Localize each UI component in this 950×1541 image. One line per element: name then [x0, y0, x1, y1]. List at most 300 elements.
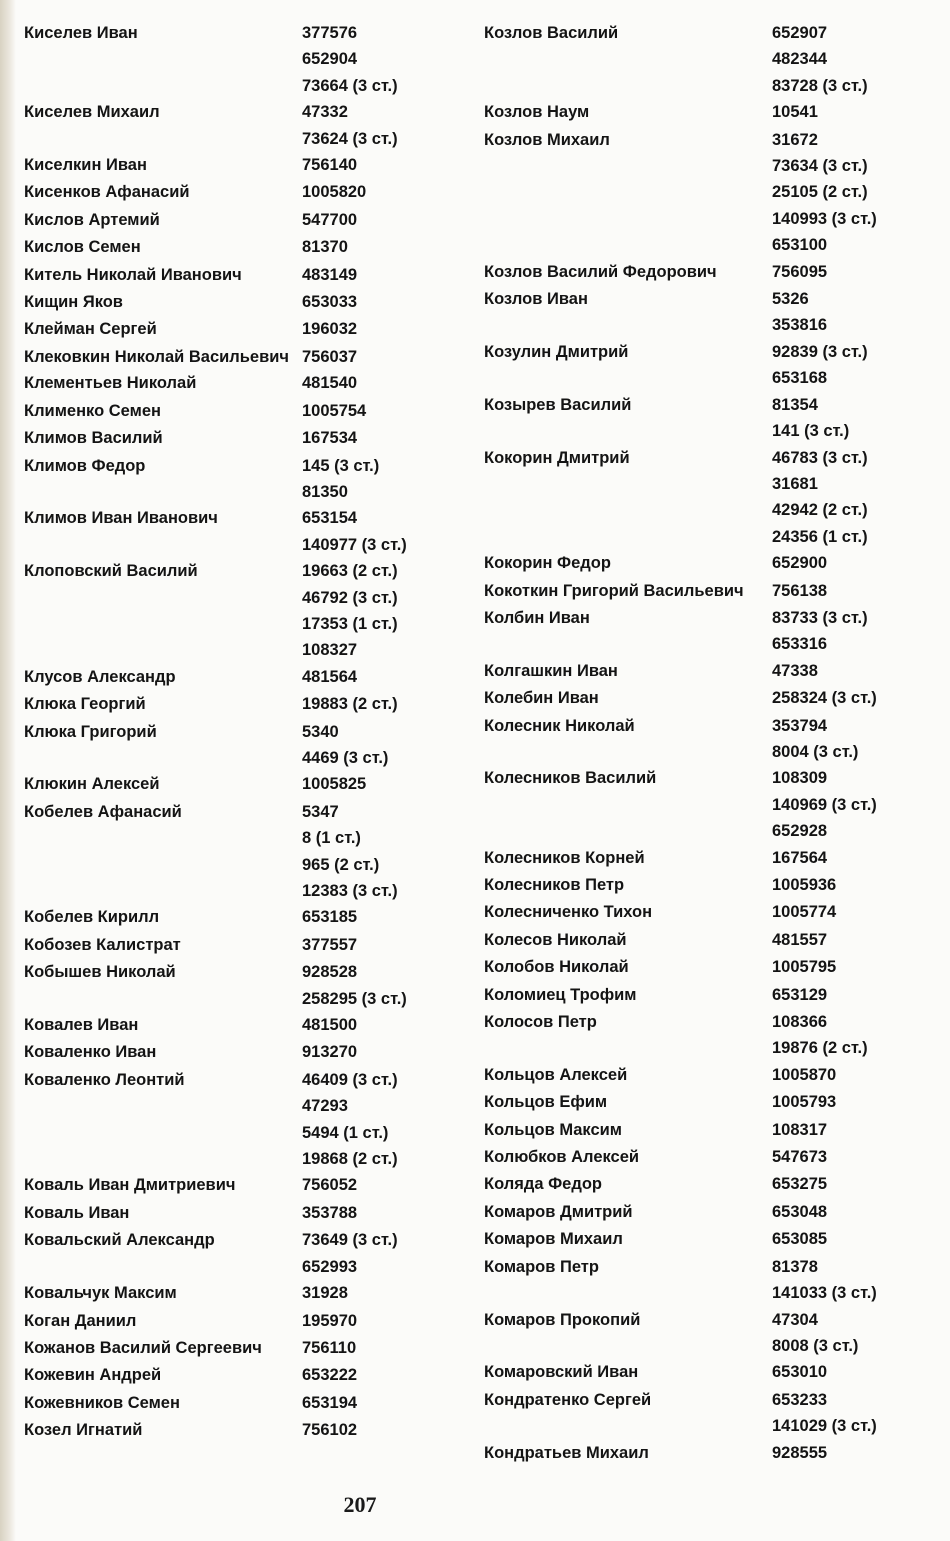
- entry-number: 653085: [772, 1230, 828, 1249]
- entry-numbers: [772, 1226, 827, 1252]
- list-item: [24, 959, 454, 1012]
- entry-numbers: [772, 1387, 877, 1440]
- entry-number: 73664 (3 ст.): [302, 76, 398, 95]
- list-item: [24, 932, 454, 959]
- page-number: 207: [343, 1492, 377, 1517]
- list-item: [484, 1387, 924, 1440]
- entry-name: Клюкин Алексей: [24, 775, 160, 794]
- entry-number: 17353 (1 ст.): [302, 614, 398, 633]
- entry-name: Кокорин Федор: [484, 554, 611, 573]
- entry-name: Кондратенко Сергей: [484, 1390, 652, 1409]
- list-item: [24, 558, 454, 664]
- entry-numbers: [302, 932, 357, 958]
- entry-numbers: [302, 959, 407, 1012]
- entry-name: Клементьев Николай: [24, 374, 197, 393]
- list-item: [484, 286, 924, 339]
- entry-number: 481564: [302, 667, 358, 686]
- list-item: [484, 927, 924, 954]
- list-item: [484, 1117, 924, 1144]
- entry-numbers: [772, 982, 827, 1008]
- entry-numbers: [772, 259, 827, 285]
- entry-name: Клюка Георгий: [24, 695, 146, 714]
- list-item: [484, 765, 924, 844]
- entry-number: 653100: [772, 236, 828, 255]
- entry-numbers: [302, 207, 357, 233]
- list-item: [484, 259, 924, 286]
- list-item: [24, 1362, 454, 1389]
- entry-name: Кольцов Ефим: [484, 1093, 608, 1112]
- entry-name: Кольцов Максим: [484, 1120, 623, 1139]
- list-item: [24, 1308, 454, 1335]
- entry-number: 653048: [772, 1202, 828, 1221]
- entry-name: Комаров Петр: [484, 1257, 599, 1276]
- entry-numbers: [772, 1117, 827, 1143]
- list-item: [24, 316, 454, 343]
- entry-numbers: [772, 685, 877, 711]
- entry-number: 141 (3 ст.): [772, 422, 850, 441]
- entry-number: 756138: [772, 581, 828, 600]
- entry-numbers: [302, 1417, 357, 1443]
- entry-numbers: [302, 1390, 357, 1416]
- list-item: [484, 1307, 924, 1360]
- entry-name: Ковалев Иван: [24, 1016, 139, 1035]
- list-item: [24, 1417, 454, 1444]
- entry-name: Клусов Александр: [24, 667, 176, 686]
- entry-number: 1005793: [772, 1093, 837, 1112]
- entry-number: 12383 (3 ст.): [302, 882, 398, 900]
- entry-numbers: [772, 927, 827, 953]
- entry-number: 652907: [772, 24, 828, 42]
- entry-number: 140993 (3 ст.): [772, 209, 877, 228]
- entry-numbers: [302, 99, 398, 152]
- entry-number: 965 (2 ст.): [302, 855, 380, 874]
- list-item: [484, 658, 924, 685]
- entry-number: 31672: [772, 130, 818, 149]
- entry-numbers: [302, 1200, 357, 1226]
- entry-numbers: [302, 1039, 357, 1065]
- entry-number: 756140: [302, 156, 358, 175]
- entry-name: Кобелев Афанасий: [24, 802, 182, 821]
- list-item: [24, 1172, 454, 1199]
- entry-numbers: [302, 505, 407, 558]
- entry-numbers: [772, 339, 868, 392]
- entry-numbers: [302, 1012, 357, 1038]
- entry-numbers: [302, 20, 398, 99]
- entry-numbers: [772, 1359, 827, 1385]
- entry-name: Козлов Василий: [484, 24, 619, 42]
- entry-number: 92839 (3 ст.): [772, 342, 868, 361]
- entry-name: Колобов Николай: [484, 958, 629, 977]
- entry-name: Комаров Михаил: [484, 1230, 623, 1249]
- entry-name: Колосов Петр: [484, 1013, 597, 1032]
- entry-number: 913270: [302, 1043, 358, 1062]
- entry-number: 653316: [772, 635, 828, 654]
- list-item: [484, 99, 924, 126]
- entry-numbers: [772, 1089, 836, 1115]
- list-item: [484, 872, 924, 899]
- entry-numbers: [772, 578, 827, 604]
- list-item: [24, 799, 454, 905]
- entry-number: 195970: [302, 1311, 358, 1330]
- entry-number: 652904: [302, 50, 358, 69]
- list-item: [484, 1089, 924, 1116]
- entry-number: 653033: [302, 293, 358, 312]
- list-item: [24, 505, 454, 558]
- entry-name: Коваленко Леонтий: [24, 1070, 185, 1089]
- entry-number: 653154: [302, 509, 358, 528]
- entry-name: Комаровский Иван: [484, 1363, 639, 1382]
- entry-number: 8 (1 ст.): [302, 829, 361, 848]
- entry-name: Кислов Артемий: [24, 210, 160, 229]
- entry-name: Кожевин Андрей: [24, 1366, 162, 1385]
- entry-name: Колесниченко Тихон: [484, 903, 653, 922]
- entry-number: 31928: [302, 1284, 348, 1303]
- entry-number: 653010: [772, 1363, 828, 1382]
- entry-name: Кобозев Калистрат: [24, 935, 181, 954]
- entry-name: Клейман Сергей: [24, 320, 157, 339]
- list-item: [24, 771, 454, 798]
- entry-numbers: [302, 262, 357, 288]
- entry-numbers: [302, 316, 357, 342]
- entry-number: 483149: [302, 265, 358, 284]
- entry-name: Комаров Прокопий: [484, 1310, 641, 1329]
- entry-numbers: [772, 954, 836, 980]
- entry-number: 5347: [302, 802, 339, 821]
- entry-name: Коган Даниил: [24, 1311, 137, 1330]
- entry-number: 47304: [772, 1310, 818, 1329]
- entry-numbers: [772, 1199, 827, 1225]
- list-item: [24, 207, 454, 234]
- entry-name: Кокорин Дмитрий: [484, 448, 630, 467]
- entry-name: Кислов Семен: [24, 238, 141, 257]
- entry-numbers: [772, 872, 836, 898]
- entry-number: 652900: [772, 554, 828, 573]
- entry-numbers: [302, 1362, 357, 1388]
- entry-number: 4469 (3 ст.): [302, 748, 389, 767]
- list-item: [24, 179, 454, 206]
- entry-name: Колесов Николай: [484, 930, 627, 949]
- entry-name: Колесник Николай: [484, 716, 635, 735]
- entry-number: 108366: [772, 1013, 828, 1032]
- entry-number: 81370: [302, 238, 348, 257]
- entry-number: 653129: [772, 985, 828, 1004]
- entry-numbers: [772, 1062, 836, 1088]
- entry-number: 653185: [302, 908, 358, 927]
- entry-name: Клюка Григорий: [24, 722, 157, 741]
- list-item: [24, 1390, 454, 1417]
- entry-number: 47338: [772, 661, 818, 680]
- list-item: [24, 234, 454, 261]
- entry-number: 1005820: [302, 183, 367, 202]
- entry-numbers: [302, 425, 357, 451]
- entry-number: 756110: [302, 1338, 357, 1357]
- entry-number: 83728 (3 ст.): [772, 76, 868, 95]
- entry-number: 31681: [772, 474, 818, 493]
- entry-numbers: [772, 845, 827, 871]
- entry-name: Кондратьев Михаил: [484, 1443, 649, 1462]
- entry-numbers: [302, 904, 357, 930]
- entry-number: 756037: [302, 347, 358, 366]
- entry-number: 1005774: [772, 903, 837, 922]
- entry-number: 547673: [772, 1148, 828, 1167]
- entry-name: Козулин Дмитрий: [484, 342, 629, 361]
- entry-name: Климов Федор: [24, 456, 146, 475]
- entry-name: Киселкин Иван: [24, 156, 147, 175]
- entry-name: Козырев Василий: [484, 395, 632, 414]
- entry-numbers: [302, 1172, 357, 1198]
- list-item: [24, 262, 454, 289]
- entry-number: 481500: [302, 1016, 358, 1035]
- entry-numbers: [772, 713, 858, 766]
- entry-number: 25105 (2 ст.): [772, 183, 868, 202]
- entry-numbers: [772, 1009, 868, 1062]
- list-item: [24, 1280, 454, 1307]
- entry-name: Ковальский Александр: [24, 1231, 215, 1250]
- entry-number: 141033 (3 ст.): [772, 1284, 877, 1303]
- entry-number: 24356 (1 ст.): [772, 527, 868, 546]
- entry-name: Киселев Михаил: [24, 103, 160, 122]
- entry-name: Коваленко Иван: [24, 1043, 157, 1062]
- list-item: [24, 1200, 454, 1227]
- entry-name: Козлов Иван: [484, 290, 588, 309]
- list-item: [484, 845, 924, 872]
- entry-number: 10541: [772, 103, 818, 122]
- entry-number: 196032: [302, 320, 358, 339]
- entry-number: 1005825: [302, 775, 367, 794]
- list-item: [24, 398, 454, 425]
- entry-numbers: [772, 286, 827, 339]
- list-item: [24, 1335, 454, 1362]
- entry-number: 481540: [302, 374, 358, 393]
- entry-numbers: [772, 127, 877, 259]
- entry-number: 756095: [772, 262, 828, 281]
- entry-number: 653194: [302, 1393, 358, 1412]
- entry-numbers: [302, 771, 366, 797]
- entry-numbers: [772, 20, 868, 99]
- list-item: [484, 1226, 924, 1253]
- entry-numbers: [772, 605, 868, 658]
- entry-numbers: [302, 398, 366, 424]
- entry-numbers: [302, 664, 357, 690]
- entry-name: Кищин Яков: [24, 293, 123, 312]
- entry-numbers: [302, 344, 357, 370]
- entry-name: Клоповский Василий: [24, 562, 198, 581]
- entry-name: Комаров Дмитрий: [484, 1202, 633, 1221]
- entry-number: 108327: [302, 641, 358, 660]
- entry-number: 928528: [302, 963, 358, 982]
- entry-number: 653222: [302, 1366, 358, 1385]
- list-item: [24, 904, 454, 931]
- list-item: [24, 453, 454, 506]
- entry-number: 19663 (2 ст.): [302, 562, 398, 581]
- list-item: [484, 127, 924, 259]
- list-item: [484, 1171, 924, 1198]
- entry-name: Коляда Федор: [484, 1175, 602, 1194]
- entry-number: 258295 (3 ст.): [302, 989, 407, 1008]
- entry-number: 377557: [302, 935, 358, 954]
- list-item: [24, 691, 454, 718]
- entry-number: 481557: [772, 930, 828, 949]
- entry-number: 167564: [772, 848, 828, 867]
- entry-number: 47332: [302, 103, 348, 122]
- entry-number: 19883 (2 ст.): [302, 695, 398, 714]
- list-item: [24, 20, 454, 99]
- entry-name: Колесников Василий: [484, 769, 657, 788]
- entry-number: 547700: [302, 210, 358, 229]
- entry-number: 653233: [772, 1390, 828, 1409]
- list-item: [484, 1254, 924, 1307]
- entry-number: 46783 (3 ст.): [772, 448, 868, 467]
- list-item: [24, 1067, 454, 1173]
- right-column: [484, 20, 924, 1467]
- entry-name: Китель Николай Иванович: [24, 265, 242, 284]
- entry-number: 8008 (3 ст.): [772, 1336, 859, 1355]
- entry-name: Коваль Иван Дмитриевич: [24, 1176, 236, 1195]
- entry-number: 5340: [302, 722, 339, 741]
- list-item: [24, 344, 454, 370]
- entry-numbers: [772, 550, 827, 576]
- entry-number: 1005936: [772, 876, 837, 894]
- entry-numbers: [302, 1335, 356, 1361]
- entry-number: 42942 (2 ст.): [772, 501, 868, 520]
- list-item: [24, 370, 454, 397]
- left-column: [24, 20, 454, 1445]
- list-item: [24, 99, 454, 152]
- entry-name: Коваль Иван: [24, 1203, 130, 1222]
- entry-name: Колебин Иван: [484, 689, 599, 708]
- entry-name: Колюбков Алексей: [484, 1148, 640, 1167]
- entry-numbers: [302, 1308, 357, 1334]
- entry-number: 81350: [302, 482, 348, 501]
- entry-number: 81378: [772, 1257, 818, 1276]
- entry-number: 145 (3 ст.): [302, 456, 380, 475]
- list-item: [24, 664, 454, 691]
- list-item: [484, 954, 924, 981]
- list-item: [484, 1199, 924, 1226]
- entry-name: Кобышев Николай: [24, 963, 176, 982]
- entry-name: Кольцов Алексей: [484, 1065, 628, 1084]
- entry-number: 1005754: [302, 401, 367, 420]
- entry-number: 652993: [302, 1257, 358, 1276]
- list-item: [484, 550, 924, 577]
- entry-number: 353788: [302, 1203, 358, 1222]
- entry-number: 73649 (3 ст.): [302, 1231, 398, 1250]
- list-item: [484, 1062, 924, 1089]
- list-item: [484, 1144, 924, 1171]
- entry-numbers: [772, 1144, 827, 1170]
- entry-numbers: [302, 719, 388, 772]
- entry-name: Козлов Михаил: [484, 130, 610, 149]
- entry-numbers: [772, 899, 836, 925]
- entry-number: 353794: [772, 716, 828, 735]
- entry-numbers: [772, 1307, 858, 1360]
- list-item: [484, 982, 924, 1009]
- entry-numbers: [772, 1254, 877, 1307]
- entry-numbers: [302, 152, 357, 178]
- list-item: [484, 20, 924, 99]
- entry-number: 756102: [302, 1421, 358, 1440]
- entry-numbers: [302, 234, 348, 260]
- entry-name: Козел Игнатий: [24, 1421, 143, 1440]
- entry-numbers: [302, 453, 379, 506]
- list-item: [24, 425, 454, 452]
- entry-number: 1005795: [772, 958, 837, 977]
- entry-numbers: [302, 691, 398, 717]
- entry-number: 73624 (3 ст.): [302, 129, 398, 148]
- list-item: [484, 685, 924, 712]
- entry-number: 377576: [302, 24, 358, 42]
- entry-number: 5494 (1 ст.): [302, 1123, 389, 1142]
- entry-numbers: [302, 799, 398, 905]
- entry-name: Колбин Иван: [484, 608, 590, 627]
- entry-numbers: [772, 1440, 827, 1466]
- entry-number: 19868 (2 ст.): [302, 1150, 398, 1169]
- entry-numbers: [302, 558, 398, 664]
- entry-name: Киселев Иван: [24, 24, 138, 42]
- entry-number: 928555: [772, 1443, 828, 1462]
- list-item: [24, 1012, 454, 1039]
- list-item: [484, 1359, 924, 1386]
- entry-numbers: [772, 392, 849, 445]
- entry-number: 167534: [302, 429, 358, 448]
- list-item: [24, 289, 454, 316]
- entry-number: 46409 (3 ст.): [302, 1070, 398, 1089]
- entry-numbers: [302, 179, 366, 205]
- entry-name: Клименко Семен: [24, 401, 161, 420]
- list-item: [484, 339, 924, 392]
- entry-name: Кожанов Василий Сергеевич: [24, 1338, 262, 1357]
- list-item: [484, 392, 924, 445]
- entry-name: Клековкин Николай Васильевич: [24, 347, 289, 366]
- entry-name: Климов Василий: [24, 429, 163, 448]
- entry-name: Козлов Наум: [484, 103, 590, 122]
- entry-name: Кожевников Семен: [24, 1393, 180, 1412]
- list-item: [484, 899, 924, 926]
- entry-number: 46792 (3 ст.): [302, 588, 398, 607]
- entry-number: 653275: [772, 1175, 828, 1194]
- entry-numbers: [772, 99, 818, 125]
- entry-number: 83733 (3 ст.): [772, 608, 868, 627]
- list-item: [484, 578, 924, 605]
- entry-name: Колесников Петр: [484, 876, 625, 894]
- entry-number: 482344: [772, 50, 828, 69]
- entry-number: 8004 (3 ст.): [772, 742, 859, 761]
- entry-number: 258324 (3 ст.): [772, 689, 877, 708]
- entry-name: Кобелев Кирилл: [24, 908, 160, 927]
- page-spine-shadow: [0, 0, 16, 1541]
- entry-name: Колгашкин Иван: [484, 661, 618, 680]
- entry-numbers: [302, 1280, 348, 1306]
- entry-number: 47293: [302, 1097, 348, 1116]
- entry-number: 108317: [772, 1120, 828, 1139]
- entry-numbers: [302, 289, 357, 315]
- entry-name: Кокоткин Григорий Васильевич: [484, 581, 744, 600]
- entry-numbers: [772, 445, 868, 551]
- entry-numbers: [772, 1171, 827, 1197]
- list-item: [24, 1227, 454, 1280]
- list-item: [484, 1009, 924, 1062]
- entry-number: 81354: [772, 395, 818, 414]
- entry-name: Кисенков Афанасий: [24, 183, 190, 202]
- entry-number: 1005870: [772, 1065, 837, 1084]
- entry-numbers: [772, 658, 818, 684]
- list-item: [484, 445, 924, 551]
- entry-number: 652928: [772, 822, 828, 841]
- list-item: [484, 605, 924, 658]
- entry-numbers: [302, 1067, 398, 1173]
- entry-number: 5326: [772, 290, 809, 309]
- entry-name: Колесников Корней: [484, 848, 645, 867]
